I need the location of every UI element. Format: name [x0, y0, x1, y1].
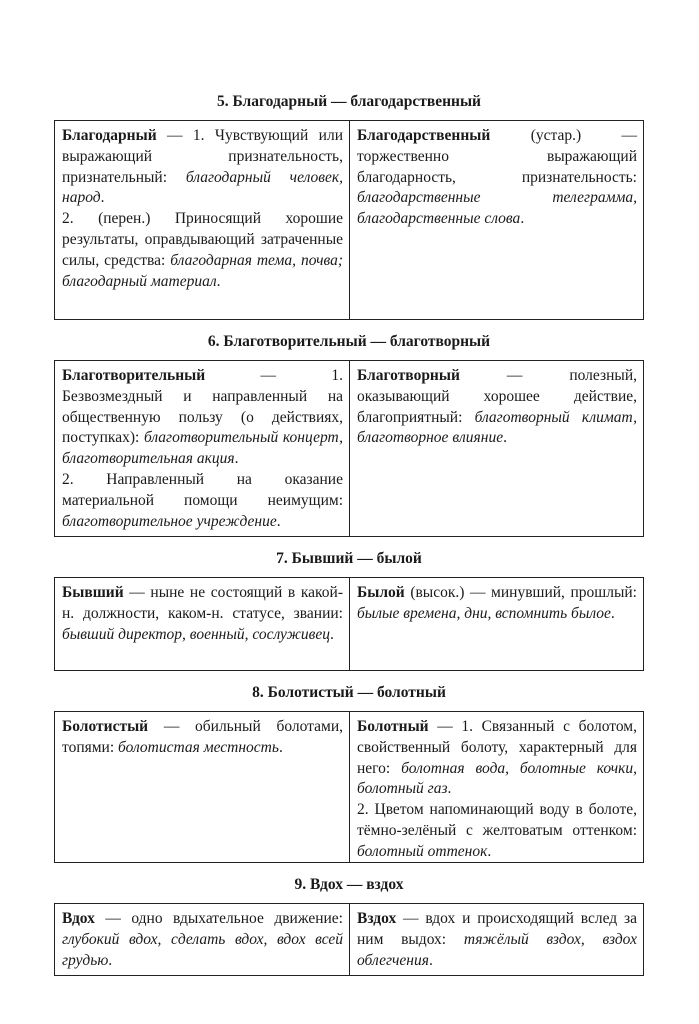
section-title: 6. Благотворительный — благотворный: [207, 333, 491, 350]
example-text: болотный оттенок: [357, 842, 488, 860]
definition-text: — вдох и происходящий вслед за ним выдох:: [357, 910, 637, 948]
definition-text: — 1. Безвозмездный и направленный на общественную пользу (о действиях, поступках):: [62, 367, 343, 447]
right-entry-cell: [349, 121, 643, 319]
definition: [357, 583, 637, 625]
right-entry-cell: [349, 904, 643, 975]
example-text: бывший директор, военный, сослуживец: [62, 625, 331, 643]
definition: [357, 909, 637, 971]
example-text: благодарная тема, почва; благодарный материал: [62, 251, 344, 290]
definition-end: .: [487, 842, 492, 860]
left-entry-cell: [55, 361, 349, 536]
definition-end: .: [276, 512, 281, 530]
definition-end: .: [234, 450, 239, 468]
definition-text: 2. Направленный на оказание материальной помощи неимущим:: [62, 470, 343, 509]
definition-text: — обильный болотами, топями:: [62, 718, 343, 756]
definition: [357, 126, 637, 230]
example-text: благодарный человек, народ: [62, 168, 343, 207]
left-entry-cell: [55, 712, 349, 862]
definition-text: 2. (перен.) Приносящий хорошие результаты, оправдывающий затраченные силы, средства:: [62, 210, 343, 269]
example-text: благотворный климат, благотворное влияние: [357, 408, 637, 447]
definition-end: .: [447, 780, 452, 798]
example-text: благотворительный концерт, благотворительная акция: [62, 429, 343, 468]
definition-end: .: [520, 210, 525, 228]
definition: [62, 209, 343, 292]
definition-end: .: [100, 189, 105, 207]
definition: [357, 800, 637, 862]
definition: [62, 583, 343, 645]
headword: Благодарный: [62, 127, 157, 144]
definition-end: .: [278, 738, 283, 756]
entry-section: [54, 875, 644, 976]
definition-text: (высок.) — минувший, прошлый:: [404, 584, 637, 601]
headword: Былой: [357, 584, 405, 601]
entry-table: [54, 120, 644, 320]
example-text: болотистая местность: [118, 738, 279, 756]
left-entry-cell: [55, 578, 349, 670]
definition: [62, 909, 343, 971]
definition: [62, 470, 343, 532]
section-title: 7. Бывший — былой: [276, 550, 422, 567]
entry-section: [54, 549, 644, 671]
entry-table: [54, 360, 644, 537]
definition-end: .: [610, 604, 615, 622]
example-text: глубокий вдох, сделать вдох, вдох всей грудью: [62, 930, 343, 969]
headword: Болотный: [357, 718, 429, 735]
section-title: 5. Благодарный — благодарственный: [217, 93, 481, 110]
headword: Бывший: [62, 584, 124, 601]
entry-table: [54, 903, 644, 976]
example-text: болотная вода, болотные кочки, болотный газ: [357, 759, 638, 798]
definition-text: 2. Цветом напоминающий воду в болоте, тёмно-зелёный с желтоватым оттенком:: [357, 801, 637, 839]
definition-end: .: [428, 951, 433, 969]
headword: Благотворный: [357, 367, 460, 384]
headword: Благодарственный: [357, 127, 491, 144]
section-title: 9. Вдох — вздох: [294, 876, 404, 893]
left-entry-cell: [55, 904, 349, 975]
definition: [357, 717, 637, 800]
right-entry-cell: [349, 712, 643, 862]
section-title: 8. Болотистый — болотный: [252, 684, 446, 701]
definition-end: .: [108, 951, 113, 969]
definition: [62, 366, 343, 470]
entry-table: [54, 577, 644, 671]
left-entry-cell: [55, 121, 349, 319]
example-text: тяжёлый вздох, вздох облегчения: [357, 930, 637, 969]
entry-section: [54, 332, 644, 537]
definition-text: — 1. Чувствующий или выражающий признательность, признательный:: [62, 127, 343, 186]
definition: [62, 717, 343, 759]
definition-end: .: [216, 272, 221, 290]
definition-text: — ныне не состоящий в какой-н. должности, каком-н. статусе, звании:: [62, 584, 343, 622]
headword: Благотворительный: [62, 367, 206, 384]
example-text: благодарственные телеграмма, благодарственные слова: [357, 189, 637, 228]
definition-end: .: [503, 429, 507, 447]
definition-text: — 1. Связанный с болотом, свойственный болоту, характерный для него:: [357, 718, 637, 777]
entry-section: [54, 92, 644, 320]
definition-text: — одно вдыхательное движение:: [94, 910, 343, 927]
example-text: благотворительное учреждение: [62, 512, 277, 530]
right-entry-cell: [349, 578, 643, 670]
definition-text: (устар.) — торжественно выражающий благодарность, признательность:: [357, 127, 637, 186]
headword: Болотистый: [62, 718, 149, 735]
definition: [357, 366, 637, 449]
headword: Вдох: [62, 910, 95, 927]
headword: Вздох: [357, 910, 397, 927]
definition: [62, 126, 343, 209]
definition-end: .: [330, 625, 334, 643]
entry-table: [54, 711, 644, 863]
entry-section: [54, 683, 644, 863]
right-entry-cell: [349, 361, 643, 536]
dictionary-page: [54, 92, 644, 976]
definition-text: — полезный, оказывающий хорошее действие, благоприятный:: [357, 367, 637, 426]
example-text: былые времена, дни, вспомнить былое: [357, 604, 611, 622]
